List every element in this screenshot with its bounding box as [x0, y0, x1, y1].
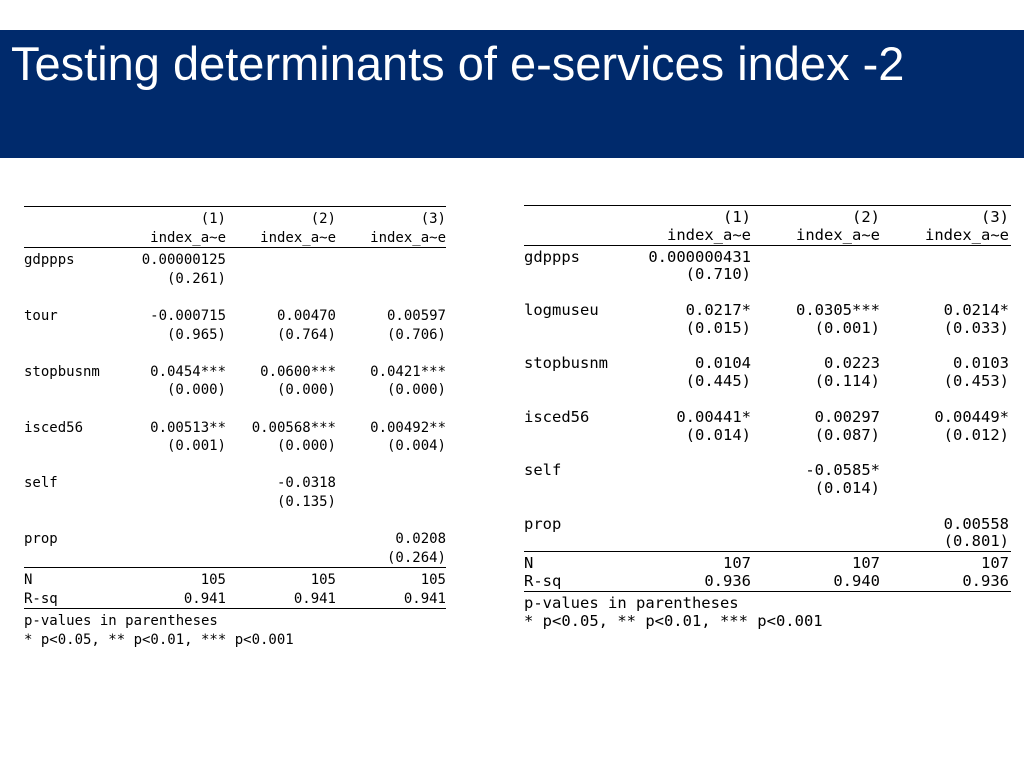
- coefficient: 0.00000125: [141, 252, 226, 269]
- column-number-row: [524, 209, 1011, 227]
- p-value: (0.114): [814, 372, 880, 391]
- row-gap: [24, 400, 446, 419]
- coefficient: [622, 462, 751, 480]
- variable-name: logmuseu: [524, 300, 599, 319]
- stat-value: 107: [852, 554, 880, 573]
- variable-blank: [24, 437, 116, 456]
- depvar-name: index_a~e: [925, 225, 1009, 244]
- coef-row: [524, 249, 1011, 267]
- p-value: (0.764): [276, 326, 336, 343]
- variable-blank: [24, 493, 116, 512]
- p-value: [226, 549, 336, 568]
- column-number: (2): [852, 208, 880, 226]
- coefficient: 0.00492**: [370, 419, 446, 436]
- coefficient: 0.00568***: [251, 419, 336, 436]
- p-value: (0.012): [943, 425, 1009, 444]
- p-value: (0.001): [814, 318, 880, 337]
- p-value: (0.014): [685, 425, 751, 444]
- coefficient: 0.0305***: [796, 300, 880, 319]
- variable-blank: [524, 373, 622, 391]
- column-number: (3): [420, 211, 446, 227]
- header-blank: [524, 209, 622, 227]
- p-value: (0.135): [276, 493, 336, 510]
- p-value: [880, 266, 1009, 284]
- coefficient: -0.0318: [276, 475, 336, 492]
- coef-row: [524, 462, 1011, 480]
- coefficient: 0.00513**: [150, 419, 226, 436]
- p-value: (0.014): [814, 478, 880, 497]
- variable-blank: [24, 549, 116, 568]
- variable-name: self: [524, 461, 562, 480]
- p-value: [116, 493, 226, 512]
- coef-row: [524, 302, 1011, 320]
- header-blank: [524, 227, 622, 245]
- variable-blank: [524, 480, 622, 498]
- p-value: (0.264): [386, 549, 446, 566]
- stat-value: 107: [723, 554, 751, 573]
- stat-value: 107: [981, 554, 1009, 573]
- p-value: (0.261): [166, 270, 226, 287]
- p-value: [751, 533, 880, 551]
- column-number: (2): [310, 211, 336, 227]
- p-value: (0.033): [943, 318, 1009, 337]
- variable-name: prop: [24, 531, 58, 548]
- p-value: (0.453): [943, 372, 1009, 391]
- coefficient: [226, 530, 336, 549]
- p-value: (0.000): [166, 382, 226, 399]
- variable-name: prop: [524, 514, 562, 533]
- variable-name: isced56: [524, 407, 590, 426]
- coefficient: [116, 530, 226, 549]
- coef-row: [24, 251, 446, 270]
- p-value: [880, 480, 1009, 498]
- coefficient: 0.00470: [276, 307, 336, 324]
- pvalue-row: [524, 427, 1011, 445]
- pvalue-row: [524, 266, 1011, 284]
- stat-value: 0.941: [183, 590, 226, 607]
- coefficient: 0.0421***: [370, 363, 446, 380]
- variable-name: isced56: [24, 419, 84, 436]
- coefficient: [880, 462, 1009, 480]
- coefficient: 0.0103: [953, 354, 1009, 373]
- coefficient: 0.0104: [695, 354, 751, 373]
- row-gap: [524, 391, 1011, 409]
- variable-blank: [524, 427, 622, 445]
- coefficient: 0.00558: [943, 514, 1009, 533]
- regression-table-right: [524, 205, 1011, 630]
- coefficient: [116, 474, 226, 493]
- stat-value: 0.941: [403, 590, 446, 607]
- p-value: (0.965): [166, 326, 226, 343]
- row-gap: [24, 512, 446, 531]
- coef-row: [24, 419, 446, 438]
- coefficient: [622, 516, 751, 534]
- p-value: [336, 270, 446, 289]
- stat-row: [524, 573, 1011, 591]
- coefficient: -0.000715: [150, 307, 226, 324]
- variable-name: stopbusnm: [524, 354, 608, 373]
- coefficient: 0.00449*: [934, 407, 1009, 426]
- p-value: (0.004): [386, 438, 446, 455]
- stat-value: 105: [310, 572, 336, 589]
- stat-label: N: [24, 572, 33, 589]
- coefficient: 0.0208: [395, 531, 446, 548]
- p-value: (0.000): [276, 438, 336, 455]
- pvalue-row: [24, 437, 446, 456]
- coefficient: [226, 251, 336, 270]
- coefficient: 0.0214*: [943, 300, 1009, 319]
- coef-row: [24, 363, 446, 382]
- pvalue-row: [524, 480, 1011, 498]
- stat-value: 105: [200, 572, 226, 589]
- depvar-name: index_a~e: [370, 229, 446, 246]
- stat-label: N: [524, 554, 534, 573]
- pvalue-row: [24, 270, 446, 289]
- stat-row: [24, 590, 446, 609]
- variable-blank: [24, 270, 116, 289]
- table-note: p-values in parentheses: [24, 613, 218, 630]
- p-value: (0.801): [943, 532, 1009, 551]
- row-gap: [24, 456, 446, 475]
- p-value: [336, 493, 446, 512]
- coef-row: [24, 530, 446, 549]
- column-number-row: [24, 210, 446, 229]
- p-value: (0.001): [166, 438, 226, 455]
- variable-blank: [524, 533, 622, 551]
- row-gap: [24, 288, 446, 307]
- coefficient: 0.0600***: [260, 363, 336, 380]
- depvar-name: index_a~e: [667, 225, 751, 244]
- header-blank: [24, 210, 116, 229]
- p-value: [622, 480, 751, 498]
- stat-value: 105: [420, 572, 446, 589]
- coefficient: 0.0454***: [150, 363, 226, 380]
- variable-name: tour: [24, 307, 58, 324]
- coefficient: 0.0217*: [685, 300, 751, 319]
- column-number: (1): [200, 211, 226, 227]
- header-blank: [24, 229, 116, 248]
- variable-name: stopbusnm: [24, 363, 100, 380]
- stat-row: [524, 555, 1011, 573]
- coef-row: [524, 516, 1011, 534]
- coef-row: [24, 474, 446, 493]
- pvalue-row: [524, 320, 1011, 338]
- p-value: (0.706): [386, 326, 446, 343]
- pvalue-row: [24, 549, 446, 568]
- p-value: [116, 549, 226, 568]
- coefficient: 0.00297: [814, 407, 880, 426]
- row-gap: [524, 498, 1011, 516]
- p-value: (0.000): [386, 382, 446, 399]
- stat-value: 0.936: [704, 571, 751, 590]
- stat-value: 0.941: [293, 590, 336, 607]
- row-gap: [524, 284, 1011, 302]
- variable-blank: [24, 326, 116, 345]
- variable-name: gdppps: [24, 252, 75, 269]
- variable-blank: [524, 320, 622, 338]
- depvar-name: index_a~e: [796, 225, 880, 244]
- depvar-name: index_a~e: [260, 229, 336, 246]
- table-note: * p<0.05, ** p<0.01, *** p<0.001: [524, 611, 823, 630]
- coefficient: [336, 251, 446, 270]
- coefficient: 0.0223: [824, 354, 880, 373]
- pvalue-row: [524, 533, 1011, 551]
- row-gap: [524, 444, 1011, 462]
- p-value: (0.445): [685, 372, 751, 391]
- slide-title: Testing determinants of e-services index -2: [11, 37, 905, 90]
- depvar-row: [524, 227, 1011, 245]
- pvalue-row: [24, 493, 446, 512]
- coef-row: [524, 409, 1011, 427]
- coef-row: [524, 355, 1011, 373]
- row-gap: [524, 338, 1011, 356]
- p-value: [226, 270, 336, 289]
- coef-row: [24, 307, 446, 326]
- variable-blank: [24, 381, 116, 400]
- coefficient: [880, 249, 1009, 267]
- stat-value: 0.940: [833, 571, 880, 590]
- pvalue-row: [524, 373, 1011, 391]
- stat-row: [24, 571, 446, 590]
- coefficient: 0.00441*: [676, 407, 751, 426]
- p-value: (0.015): [685, 318, 751, 337]
- coefficient: [751, 516, 880, 534]
- variable-name: self: [24, 475, 58, 492]
- p-value: (0.000): [276, 382, 336, 399]
- stat-value: 0.936: [962, 571, 1009, 590]
- p-value: (0.087): [814, 425, 880, 444]
- stat-label: R-sq: [524, 571, 562, 590]
- variable-name: gdppps: [524, 247, 580, 266]
- coefficient: [336, 474, 446, 493]
- column-number: (3): [981, 208, 1009, 226]
- variable-blank: [524, 266, 622, 284]
- p-value: [622, 533, 751, 551]
- stat-label: R-sq: [24, 590, 58, 607]
- table-note: p-values in parentheses: [524, 593, 739, 612]
- row-gap: [24, 344, 446, 363]
- coefficient: 0.00597: [386, 307, 446, 324]
- pvalue-row: [24, 381, 446, 400]
- depvar-row: [24, 229, 446, 248]
- depvar-name: index_a~e: [150, 229, 226, 246]
- table-note: * p<0.05, ** p<0.01, *** p<0.001: [24, 632, 294, 649]
- p-value: [751, 266, 880, 284]
- pvalue-row: [24, 326, 446, 345]
- regression-table-left: [24, 206, 446, 650]
- p-value: (0.710): [685, 265, 751, 284]
- coefficient: -0.0585*: [805, 461, 880, 480]
- coefficient: [751, 249, 880, 267]
- column-number: (1): [723, 208, 751, 226]
- coefficient: 0.000000431: [648, 247, 751, 266]
